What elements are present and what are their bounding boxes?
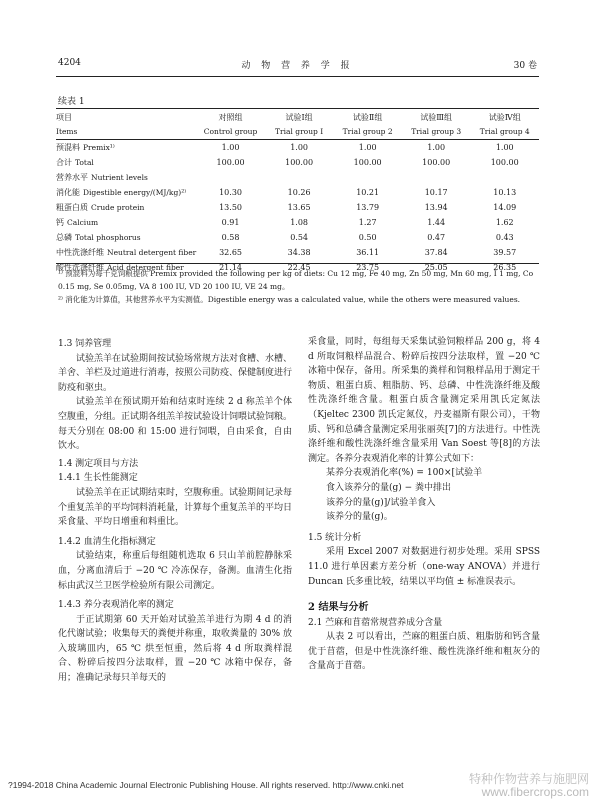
row-label-cn: 消化能 bbox=[56, 187, 80, 197]
row-label bbox=[56, 155, 196, 170]
section-heading: 1.4 测定项目与方法 bbox=[58, 458, 139, 469]
header-cell: 试验Ⅳ组 bbox=[488, 113, 521, 122]
value-cell: 0.91 bbox=[221, 217, 240, 227]
header-cell: 对照组 bbox=[218, 113, 243, 122]
table-row bbox=[56, 230, 539, 245]
value-cell: 13.79 bbox=[356, 202, 380, 212]
copyright-footer: ?1994-2018 China Academic Journal Electronic Publishing House. All rights reserved. http://www.cnki.net bbox=[8, 780, 404, 790]
formula-line: 食入该养分的量(g) − 粪中排出 bbox=[326, 482, 452, 493]
value-cell: 1.00 bbox=[290, 142, 309, 152]
watermark-line: www.fibercrops.com bbox=[481, 785, 589, 799]
value-cell: 37.84 bbox=[424, 247, 448, 257]
table-header-cn bbox=[56, 111, 539, 125]
volume-label: 30 卷 bbox=[513, 61, 537, 71]
row-label bbox=[56, 170, 196, 185]
row-label-en: Total bbox=[75, 157, 94, 167]
page-number: 4204 bbox=[58, 58, 81, 68]
value-cell bbox=[333, 170, 402, 185]
value-cell: 10.30 bbox=[219, 187, 242, 197]
value-cell: 0.47 bbox=[427, 232, 446, 242]
value-cell: 23.75 bbox=[356, 262, 380, 272]
section-heading: 1.4.1 生长性能测定 bbox=[58, 473, 138, 484]
row-label bbox=[56, 185, 196, 200]
table-row bbox=[56, 155, 539, 170]
table-row bbox=[56, 185, 539, 200]
header-cell: Trial group 2 bbox=[342, 127, 393, 136]
value-cell: 1.44 bbox=[427, 217, 446, 227]
table-note-2: ²⁾ 消化能为计算值，其他营养水平为实测值。Digestible energy was a calculated value, while the others were measured values. bbox=[58, 295, 521, 304]
row-label-cn: 合计 bbox=[56, 157, 72, 167]
value-cell: 100.00 bbox=[490, 157, 519, 167]
row-label-cn: 预混料 bbox=[56, 142, 80, 152]
value-cell: 10.13 bbox=[493, 187, 517, 197]
paragraph: 从表 2 可以看出，苎麻的粗蛋白质、粗脂肪和钙含量优于苜蓿，但是中性洗涤纤维、酸性洗涤纤维和粗灰分的含量高于苜蓿。 bbox=[308, 632, 540, 672]
table-row bbox=[56, 170, 539, 185]
header-cell: 试验Ⅲ组 bbox=[420, 113, 453, 122]
formula-line: 该养分的量(g)]/试验羊食入 bbox=[326, 497, 436, 508]
paragraph: 试验羔羊在试验期间按试验场常规方法对食槽、水槽、羊舍、羊栏及过道进行消毒，按照公司防疫、保健制度进行防疫和驱虫。 bbox=[58, 353, 293, 393]
value-cell: 1.00 bbox=[221, 142, 240, 152]
table-row bbox=[56, 215, 539, 230]
row-label-en: Premix¹⁾ bbox=[83, 142, 115, 152]
value-cell: 1.27 bbox=[358, 217, 377, 227]
value-cell: 0.43 bbox=[495, 232, 514, 242]
right-column bbox=[308, 335, 540, 674]
table-note-1: ¹⁾ 预混料为每千克饲粮提供 Premix provided the following per kg of diets: Cu 12 mg, Fe 40 mg, Zn 50 mg, Mn 60 mg, I 1 mg, Co 0.15 mg, Se 0.05mg, VA 8 100 IU, VD 20 100 IU, VE 24 mg。 bbox=[58, 269, 534, 291]
table-header-en bbox=[56, 125, 539, 140]
value-cell: 34.38 bbox=[287, 247, 311, 257]
nutrient-table bbox=[56, 111, 539, 275]
row-label bbox=[56, 245, 196, 260]
paragraph: 采食量，同时，每组每天采集试验饲粮样品 200 g，将 4 d 所取饲粮样品混合、粉碎后按四分法取样，置 −20 ℃ 冰箱中保存，备用。所采集的粪样和饲粮样品用于测定干物质、粗蛋白质、粗脂肪、钙、总磷、中性洗涤纤维及酸性洗涤纤维含量。粗蛋白质含量测定采用凯氏定氮法（Kjeltec 2300 凯氏定氮仪，丹麦福斯有限公司），干物质、钙和总磷含量测定采用张丽英[7]的方法进行。中性洗涤纤维和酸性洗涤纤维含量采用 Van Soest 等[8]的方法测定。各养分表观消化率的计算公式如下： bbox=[308, 337, 540, 464]
watermark bbox=[469, 773, 589, 799]
row-label bbox=[56, 230, 196, 245]
formula-line: 该养分的量(g)。 bbox=[326, 512, 393, 523]
header-cell: Trial group 3 bbox=[411, 127, 462, 136]
value-cell: 39.57 bbox=[493, 247, 517, 257]
value-cell: 22.45 bbox=[287, 262, 311, 272]
formula-line: 某养分表观消化率(%) = 100×[试验羊 bbox=[326, 468, 483, 479]
value-cell: 10.26 bbox=[287, 187, 311, 197]
table-notes bbox=[58, 267, 540, 306]
value-cell: 21.14 bbox=[219, 262, 242, 272]
row-label-cn: 粗蛋白质 bbox=[56, 202, 88, 212]
value-cell bbox=[196, 170, 265, 185]
header-cell: Control group bbox=[203, 127, 258, 136]
value-cell: 13.50 bbox=[219, 202, 242, 212]
row-label bbox=[56, 215, 196, 230]
value-cell: 100.00 bbox=[422, 157, 451, 167]
paragraph: 试验结束，称重后每组随机选取 6 只山羊前腔静脉采血，分离血清后于 −20 ℃ 冷冻保存，备测。血清生化指标由武汉兰卫医学检验所有限公司测定。 bbox=[58, 551, 292, 591]
table-bottom-rule bbox=[56, 263, 539, 264]
table-caption: 续表 1 bbox=[58, 97, 85, 107]
row-label bbox=[56, 200, 196, 215]
paragraph: 于正试期第 60 天开始对试验羔羊进行为期 4 d 的消化代谢试验；收集每天的粪便并称重，取收粪量的 30% 放入玻璃皿内，65 ℃ 烘至恒重，然后将 4 d 所取粪样混合、粉碎后按四分法取样，置 −20 ℃ 冰箱中保存，备用；准确记录每只羊每天的 bbox=[58, 614, 292, 684]
value-cell: 0.54 bbox=[290, 232, 309, 242]
row-label-cn: 钙 bbox=[56, 217, 64, 227]
row-label-en: Neutral detergent fiber bbox=[107, 247, 197, 257]
paragraph: 试验羔羊在预试期开始和结束时连续 2 d 称羔羊个体空腹重，分组。正试期各组羔羊按试验设计饲喂试验饲粮。每天分别在 08:00 和 15:00 进行饲喂，自由采食，自由饮水。 bbox=[58, 397, 293, 452]
section-heading: 2.1 苎麻和苜蓿常规营养成分含量 bbox=[308, 617, 443, 628]
value-cell: 0.58 bbox=[221, 232, 240, 242]
value-cell: 100.00 bbox=[285, 157, 314, 167]
header-cell: Trial group Ⅰ bbox=[275, 127, 324, 136]
value-cell: 36.11 bbox=[356, 247, 380, 257]
row-label-en: Nutrient levels bbox=[91, 172, 148, 182]
header-cell: 试验Ⅰ组 bbox=[285, 113, 313, 122]
value-cell: 1.62 bbox=[495, 217, 514, 227]
section-heading: 1.3 饲养管理 bbox=[58, 339, 112, 349]
row-label-en: Total phosphorus bbox=[75, 232, 141, 242]
header-cell: Items bbox=[56, 127, 78, 136]
value-cell: 14.09 bbox=[493, 202, 517, 212]
table-row bbox=[56, 140, 539, 156]
journal-title: 动 物 营 养 学 报 bbox=[241, 61, 354, 71]
header-cell: Trial group 4 bbox=[479, 127, 530, 136]
value-cell: 32.65 bbox=[219, 247, 242, 257]
row-label-en: Acid detergent fiber bbox=[107, 262, 184, 272]
value-cell: 100.00 bbox=[216, 157, 245, 167]
row-label-cn: 中性洗涤纤维 bbox=[56, 247, 104, 257]
value-cell bbox=[265, 170, 334, 185]
value-cell: 13.94 bbox=[424, 202, 448, 212]
page-header bbox=[0, 58, 595, 72]
header-cell: 项目 bbox=[56, 113, 72, 122]
value-cell: 25.05 bbox=[424, 262, 448, 272]
value-cell: 10.17 bbox=[424, 187, 448, 197]
value-cell: 10.21 bbox=[356, 187, 380, 197]
value-cell: 1.00 bbox=[495, 142, 514, 152]
row-label-cn: 总磷 bbox=[56, 232, 72, 242]
value-cell: 1.00 bbox=[358, 142, 377, 152]
paragraph: 试验羔羊在正试期结束时，空腹称重。试验期间记录每个重复羔羊的平均饲料消耗量，计算每个重复羔羊的平均日采食量、平均日增重和料重比。 bbox=[58, 487, 293, 528]
table-top-rule bbox=[56, 108, 539, 109]
section-heading: 1.4.3 养分表观消化率的测定 bbox=[58, 600, 174, 611]
header-rule bbox=[56, 76, 539, 77]
section-heading: 1.5 统计分析 bbox=[308, 532, 362, 543]
watermark-line: 特种作物营养与施肥网 bbox=[468, 772, 589, 786]
paragraph: 采用 Excel 2007 对数据进行初步处理。采用 SPSS 11.0 进行单因素方差分析（one-way ANOVA）并进行 Duncan 氏多重比较，结果以平均值 ± 标准误表示。 bbox=[308, 547, 540, 587]
row-label-en: Calcium bbox=[67, 217, 99, 227]
value-cell bbox=[470, 170, 539, 185]
row-label bbox=[56, 140, 196, 156]
table-row bbox=[56, 245, 539, 260]
value-cell: 1.08 bbox=[290, 217, 309, 227]
header-cell: 试验Ⅱ组 bbox=[352, 113, 383, 122]
table-body bbox=[56, 140, 539, 276]
section-heading: 2 结果与分析 bbox=[308, 602, 369, 614]
section-heading: 1.4.2 血清生化指标测定 bbox=[58, 536, 156, 547]
value-cell: 26.35 bbox=[493, 262, 517, 272]
row-label-en: Digestible energy/(MJ/kg)²⁾ bbox=[83, 187, 187, 197]
value-cell: 0.50 bbox=[358, 232, 377, 242]
left-column bbox=[58, 337, 292, 686]
row-label-en: Crude protein bbox=[91, 202, 145, 212]
value-cell: 1.00 bbox=[427, 142, 446, 152]
table-row bbox=[56, 200, 539, 215]
row-label-cn: 营养水平 bbox=[56, 172, 88, 182]
value-cell bbox=[402, 170, 471, 185]
row-label-cn: 酸性洗涤纤维 bbox=[56, 262, 104, 272]
value-cell: 13.65 bbox=[287, 202, 311, 212]
value-cell: 100.00 bbox=[353, 157, 382, 167]
